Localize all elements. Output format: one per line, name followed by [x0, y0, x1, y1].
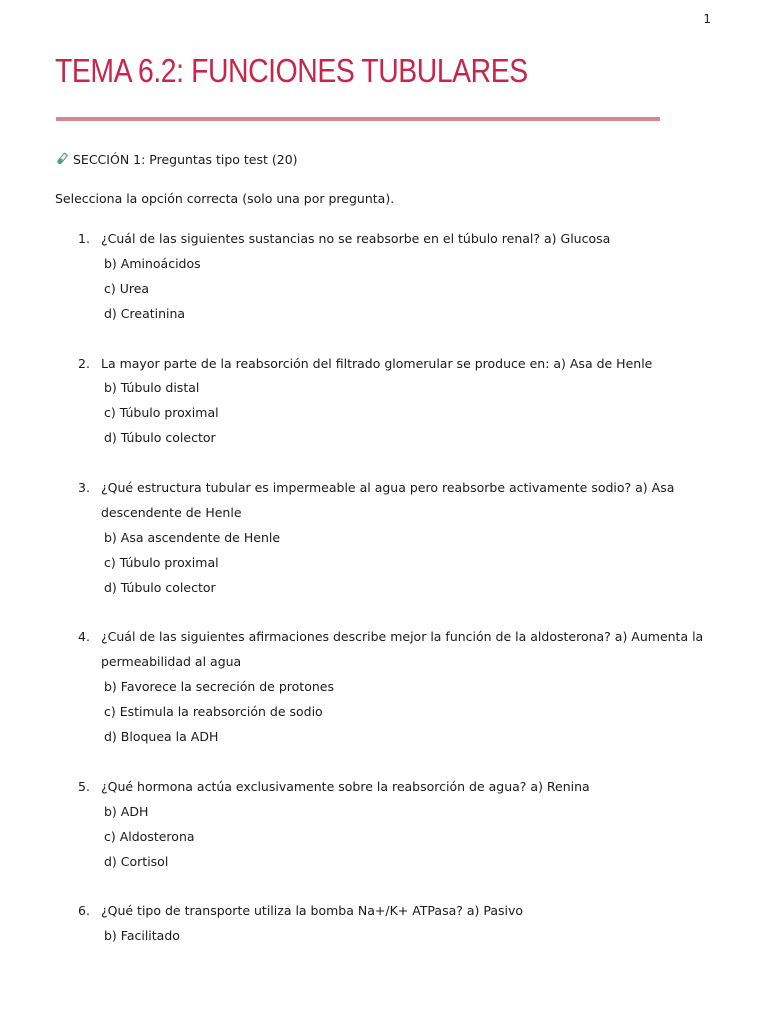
question-text: ¿Cuál de las siguientes sustancias no se reabsorbe en el túbulo renal? a) Glucosa	[101, 231, 611, 246]
answer-option: d) Túbulo colector	[104, 579, 216, 595]
page-title: TEMA 6.2: FUNCIONES TUBULARES	[55, 52, 528, 89]
question-text: ¿Qué hormona actúa exclusivamente sobre la reabsorción de agua? a) Renina	[101, 778, 590, 794]
answer-option: c) Estimula la reabsorción de sodio	[104, 704, 323, 720]
answer-option: b) Facilitado	[104, 928, 180, 944]
question-text: permeabilidad al agua	[101, 654, 242, 670]
question-number: 3.	[78, 480, 90, 495]
question-text: ¿Qué estructura tubular es impermeable al agua pero reabsorbe activamente sodio? a) Asa	[101, 480, 675, 495]
answer-option: c) Urea	[104, 280, 150, 296]
answer-option: c) Túbulo proximal	[104, 554, 219, 570]
answer-option: b) Aminoácidos	[104, 255, 201, 271]
instructions-text: Selecciona la opción correcta (solo una por pregunta).	[55, 191, 395, 206]
answer-option: d) Creatinina	[104, 305, 186, 321]
question-text: descendente de Henle	[101, 504, 242, 520]
question-text: ¿Qué tipo de transporte utiliza la bomba Na+/K+ ATPasa? a) Pasivo	[101, 903, 524, 919]
answer-option: c) Aldosterona	[104, 828, 195, 844]
answer-option: c) Túbulo proximal	[104, 405, 219, 421]
page-number: 1	[703, 12, 711, 26]
answer-option: b) Túbulo distal	[104, 380, 200, 396]
answer-option: b) ADH	[104, 803, 149, 819]
section-heading-text: SECCIÓN 1: Preguntas tipo test (20)	[73, 152, 298, 167]
answer-option: b) Favorece la secreción de protones	[104, 679, 334, 695]
answer-option: d) Cortisol	[104, 853, 169, 869]
answer-option: d) Túbulo colector	[104, 430, 216, 446]
question-number: 6.	[78, 903, 90, 919]
question-number: 4.	[78, 629, 90, 645]
question-number: 2.	[78, 355, 90, 371]
answer-option: d) Bloquea la ADH	[104, 729, 219, 744]
question-number: 5.	[78, 778, 90, 794]
question-number: 1.	[78, 231, 90, 246]
answer-option: b) Asa ascendente de Henle	[104, 529, 281, 545]
question-text: La mayor parte de la reabsorción del filtrado glomerular se produce en: a) Asa de Henle	[101, 355, 653, 371]
question-text: ¿Cuál de las siguientes afirmaciones describe mejor la función de la aldosterona? a) Aumenta la	[101, 629, 704, 645]
